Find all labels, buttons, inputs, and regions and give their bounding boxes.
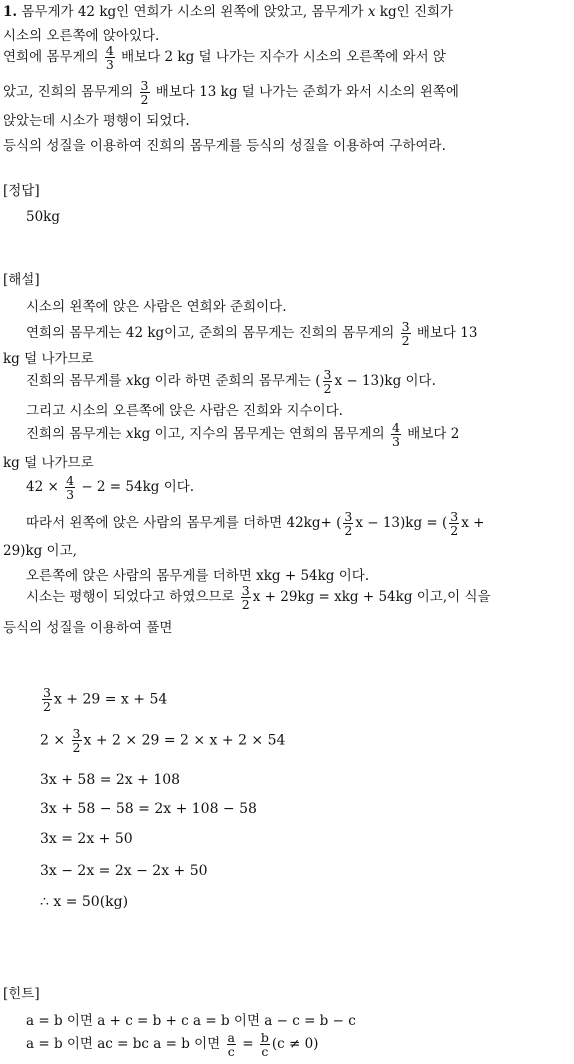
- text: (c ≠ 0): [271, 1036, 319, 1053]
- problem-line-6: 등식의 성질을 이용하여 진희의 몸무게를 등식의 성질을 이용하여 구하여라.: [3, 138, 446, 154]
- fraction-3-2: $\frac{3}{2}$: [43, 685, 51, 715]
- problem-text: 연희에 몸무게의: [3, 49, 103, 66]
- problem-line-5: 앉았는데 시소가 평행이 되었다.: [3, 113, 190, 129]
- equation-7: ∴ x = 50(kg): [40, 894, 129, 910]
- equation-3: 3x + 58 = 2x + 108: [40, 772, 181, 788]
- fraction-3-2: $\frac{3}{2}$: [450, 509, 459, 539]
- answer-heading: [정답]: [3, 183, 40, 199]
- text: 배보다 13: [412, 325, 478, 342]
- fraction-3-2: $\frac{3}{2}$: [344, 509, 353, 539]
- text: 진희의 몸무게는: [26, 426, 126, 443]
- problem-text: 배보다 2 kg 덜 나가는 지수가 시소의 오른쪽에 와서 앉: [116, 49, 446, 66]
- explanation-line-8: [26, 474, 194, 501]
- text: x +: [461, 515, 485, 532]
- fraction-3-2: $\frac{3}{2}$: [323, 367, 332, 397]
- equation-1: [40, 686, 167, 713]
- problem-line-3: [3, 44, 446, 71]
- problem-text: kg인 진희가: [375, 4, 454, 20]
- problem-line-2: 시소의 오른쪽에 앉아있다.: [3, 28, 160, 44]
- text: 배보다 2: [402, 426, 460, 443]
- text: kg 이라 하면 준희의 몸무게는 (: [133, 373, 321, 390]
- text: x + 2 × 29 = 2 × x + 2 × 54: [83, 732, 286, 749]
- equation-5: 3x = 2x + 50: [40, 831, 133, 847]
- explanation-line-5: 그리고 시소의 오른쪽에 앉은 사람은 진희와 지수이다.: [26, 403, 343, 419]
- text: x + 29 = x + 54: [53, 691, 168, 708]
- equation-2: [40, 727, 285, 754]
- text: x + 29kg = xkg + 54kg 이고,이 식을: [252, 589, 491, 606]
- var-x: x: [125, 373, 134, 390]
- explanation-line-1: 시소의 왼쪽에 앉은 사람은 연희와 준희이다.: [26, 299, 287, 315]
- explanation-line-13: 등식의 성질을 이용하여 풀면: [3, 620, 173, 636]
- fraction-3-2: $\frac{3}{2}$: [401, 319, 410, 349]
- explanation-line-10: 29)kg 이고,: [3, 543, 77, 559]
- var-x: x: [125, 426, 134, 443]
- text: a = b 이면 ac = bc a = b 이면: [26, 1036, 225, 1053]
- text: 42 ×: [26, 479, 64, 496]
- problem-line-1: [3, 6, 453, 20]
- explanation-line-7: kg 덜 나가므로: [3, 455, 94, 471]
- fraction-a-c: $\frac{a}{c}$: [227, 1030, 235, 1060]
- fraction-3-2: $\frac{3}{2}$: [72, 726, 81, 756]
- hint-line-2: a = b 이면 ac = bc a = b 이면 $\frac{a}{c}$ = $\frac{b}{c}$ (c ≠ 0): [26, 1030, 319, 1060]
- equation-6: 3x − 2x = 2x − 2x + 50: [40, 863, 208, 879]
- fraction-4-3: $\frac{4}{3}$: [66, 473, 75, 503]
- text: 따라서 왼쪽에 앉은 사람의 몸무게를 더하면 42kg+ (: [26, 515, 342, 532]
- fraction-4-3: $\frac{4}{3}$: [105, 43, 114, 73]
- problem-text: 배보다 13 kg 덜 나가는 준희가 와서 시소의 왼쪽에: [151, 84, 459, 101]
- problem-text: 았고, 진희의 몸무게의: [3, 84, 138, 101]
- problem-line-4: [3, 79, 459, 106]
- problem-number: 1.: [3, 4, 18, 20]
- explanation-line-9: [26, 510, 484, 537]
- explanation-line-12: [26, 584, 491, 611]
- text: 연희의 몸무게는 42 kg이고, 준희의 몸무게는 진희의 몸무게의: [26, 325, 399, 342]
- explanation-line-11: 오른쪽에 앉은 사람의 몸무게를 더하면 xkg + 54kg 이다.: [26, 568, 370, 584]
- fraction-4-3: $\frac{4}{3}$: [392, 420, 400, 450]
- var-x: x: [367, 4, 376, 20]
- text: 시소는 평행이 되었다고 하였으므로: [26, 589, 239, 606]
- text: x − 13)kg 이다.: [334, 373, 436, 390]
- explanation-heading: [해설]: [3, 272, 40, 288]
- text: − 2 = 54kg 이다.: [77, 479, 195, 496]
- hint-heading: [힌트]: [3, 986, 40, 1002]
- explanation-line-6: [26, 421, 459, 448]
- answer-value: 50kg: [26, 209, 61, 225]
- equation-4: 3x + 58 − 58 = 2x + 108 − 58: [40, 801, 257, 817]
- hint-line-1: a = b 이면 a + c = b + c a = b 이면 a − c = b − c: [26, 1013, 356, 1029]
- explanation-line-4: [26, 368, 436, 395]
- fraction-3-2: $\frac{3}{2}$: [140, 78, 149, 108]
- explanation-line-2: [26, 320, 477, 347]
- fraction-3-2: $\frac{3}{2}$: [241, 583, 250, 613]
- text: 진희의 몸무게를: [26, 373, 126, 390]
- text: 2 ×: [40, 732, 70, 749]
- explanation-line-3: kg 덜 나가므로: [3, 351, 94, 367]
- text: x − 13)kg = (: [355, 515, 448, 532]
- fraction-b-c: $\frac{b}{c}$: [260, 1030, 269, 1060]
- problem-text: 몸무게가 42 kg인 연희가 시소의 왼쪽에 앉았고, 몸무게가: [21, 4, 368, 20]
- text: kg 이고, 지수의 몸무게는 연희의 몸무게의: [133, 426, 390, 443]
